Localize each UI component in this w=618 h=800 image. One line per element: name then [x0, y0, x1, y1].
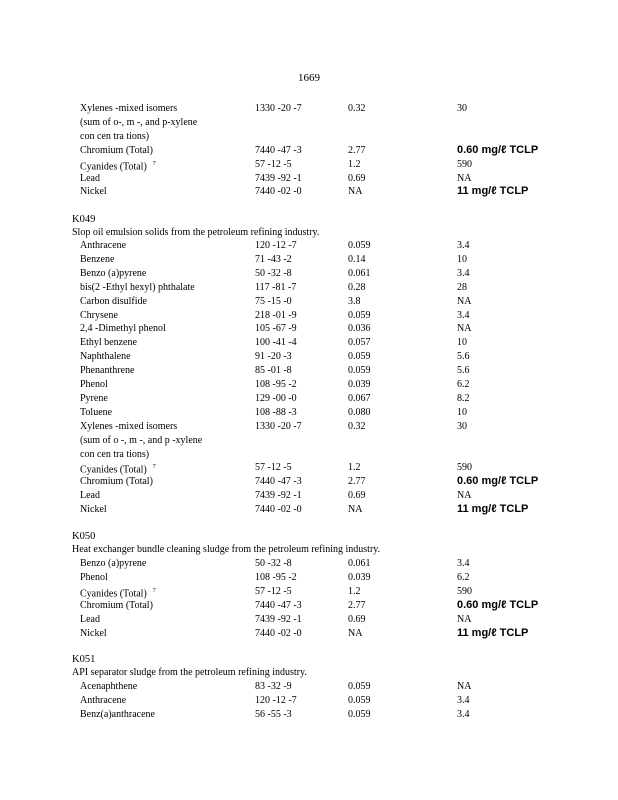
- footnote-marker: 7: [152, 587, 156, 594]
- nonwastewater-standard: 3.4: [457, 267, 470, 279]
- cas-number: 117 -81 -7: [255, 281, 297, 293]
- wastewater-standard: 0.32: [348, 420, 366, 432]
- nonwastewater-standard: NA: [457, 490, 472, 502]
- nonwastewater-standard: 590: [457, 158, 472, 170]
- cas-number: 50 -32 -8: [255, 558, 292, 569]
- cas-number: 57 -12 -5: [255, 462, 292, 474]
- constituent-name: Carbon disulfide: [80, 295, 147, 307]
- cas-number: 7440 -02 -0: [255, 504, 302, 516]
- constituent-name: con cen tra tions): [80, 130, 150, 142]
- nonwastewater-standard: 8.2: [457, 392, 470, 404]
- table-row: [0, 392, 618, 405]
- constituent-name: Chromium (Total): [80, 599, 153, 611]
- table-row: [0, 708, 618, 721]
- wastewater-standard: 0.059: [348, 694, 371, 706]
- wastewater-standard: 0.69: [348, 613, 366, 625]
- wastewater-standard: 0.080: [348, 406, 371, 418]
- constituent-name: Xylenes -mixed isomers: [80, 103, 178, 114]
- cas-number: 83 -32 -9: [255, 681, 292, 692]
- cas-number: 7439 -92 -1: [255, 613, 302, 625]
- nonwastewater-standard: 3.4: [457, 694, 470, 706]
- cas-number: 218 -01 -9: [255, 309, 297, 321]
- constituent-name: Chromium (Total): [80, 144, 153, 156]
- constituent-name: Benz(a)anthracene: [80, 708, 155, 720]
- cas-number: 1330 -20 -7: [255, 103, 302, 114]
- nonwastewater-standard: 3.4: [457, 558, 470, 569]
- constituent-name: Lead: [80, 172, 100, 184]
- nonwastewater-standard: 3.4: [457, 240, 470, 251]
- cas-number: 7439 -92 -1: [255, 490, 302, 502]
- table-row: [0, 267, 618, 280]
- constituent-name: Lead: [80, 490, 100, 502]
- nonwastewater-standard: 10: [457, 253, 467, 265]
- constituent-name: (sum of o -, m -, and p -xylene: [80, 434, 203, 446]
- constituent-name: Naphthalene: [80, 351, 131, 363]
- cas-number: 105 -67 -9: [255, 323, 297, 335]
- cas-number: 7440 -47 -3: [255, 476, 302, 488]
- nonwastewater-standard: NA: [457, 681, 472, 692]
- cas-number: 100 -41 -4: [255, 337, 297, 349]
- cas-number: 7440 -47 -3: [255, 599, 302, 611]
- nonwastewater-standard: 0.60 mg/ℓ TCLP: [457, 598, 539, 611]
- constituent-name: Cyanides (Total) $^7$: [80, 587, 156, 600]
- constituent-name: Chromium (Total): [80, 476, 153, 488]
- constituent-name: (sum of o-, m -, and p-xylene: [80, 116, 198, 128]
- wastewater-standard: 1.2: [348, 158, 361, 170]
- wastewater-standard: 0.039: [348, 379, 371, 390]
- table-row: [0, 158, 618, 171]
- cas-number: 85 -01 -8: [255, 365, 292, 377]
- table-row: [0, 185, 618, 198]
- table-row: [0, 420, 618, 433]
- constituent-name: Ethyl benzene: [80, 337, 137, 349]
- wastewater-standard: 0.061: [348, 558, 371, 569]
- table-row: [0, 448, 618, 461]
- table-row: [0, 253, 618, 266]
- wastewater-standard: 0.057: [348, 337, 371, 349]
- nonwastewater-standard: 10: [457, 337, 467, 349]
- wastewater-standard: NA: [348, 186, 363, 198]
- table-row: [0, 144, 618, 157]
- constituent-name: Chrysene: [80, 309, 118, 321]
- nonwastewater-standard: 590: [457, 585, 472, 597]
- nonwastewater-standard: 28: [457, 281, 467, 293]
- waste-description-k050: Heat exchanger bundle cleaning sludge from the petroleum refining industry.: [72, 544, 381, 555]
- cas-number: 129 -00 -0: [255, 392, 297, 404]
- constituent-name: 2,4 -Dimethyl phenol: [80, 323, 166, 335]
- wastewater-standard: 0.059: [348, 708, 371, 720]
- constituent-name: Anthracene: [80, 694, 127, 706]
- table-row: [0, 406, 618, 419]
- constituent-name: Nickel: [80, 186, 107, 198]
- constituent-name: Benzo (a)pyrene: [80, 267, 147, 279]
- nonwastewater-standard: NA: [457, 613, 472, 625]
- nonwastewater-standard: 10: [457, 406, 467, 418]
- cas-number: 7440 -02 -0: [255, 627, 302, 639]
- constituent-name: bis(2 -Ethyl hexyl) phthalate: [80, 281, 195, 293]
- wastewater-standard: 0.061: [348, 267, 371, 279]
- footnote-marker: 7: [152, 464, 156, 471]
- wastewater-standard: NA: [348, 627, 363, 639]
- wastewater-standard: 0.059: [348, 365, 371, 377]
- table-row: [0, 680, 618, 693]
- nonwastewater-standard: 3.4: [457, 309, 470, 321]
- nonwastewater-standard: 3.4: [457, 708, 470, 720]
- cas-number: 120 -12 -7: [255, 240, 297, 251]
- table-row: [0, 239, 618, 252]
- table-row: [0, 295, 618, 308]
- constituent-name: Toluene: [80, 406, 113, 418]
- cas-number: 108 -95 -2: [255, 379, 297, 390]
- table-row: [0, 172, 618, 185]
- table-row: [0, 102, 618, 115]
- nonwastewater-standard: NA: [457, 323, 472, 335]
- wastewater-standard: 0.14: [348, 253, 366, 265]
- constituent-name: Benzo (a)pyrene: [80, 558, 147, 569]
- cas-number: 71 -43 -2: [255, 253, 292, 265]
- cas-number: 75 -15 -0: [255, 295, 292, 307]
- wastewater-standard: 0.69: [348, 490, 366, 502]
- cas-number: 120 -12 -7: [255, 694, 297, 706]
- table-row: [0, 613, 618, 626]
- nonwastewater-standard: 30: [457, 420, 467, 432]
- table-row: [0, 281, 618, 294]
- nonwastewater-standard: NA: [457, 172, 472, 184]
- constituent-name: Acenaphthene: [80, 681, 138, 692]
- table-row: [0, 350, 618, 363]
- nonwastewater-standard: 30: [457, 103, 467, 114]
- table-row: [0, 599, 618, 612]
- table-row: [0, 475, 618, 488]
- wastewater-standard: 0.28: [348, 281, 366, 293]
- nonwastewater-standard: 11 mg/ℓ TCLP: [457, 503, 529, 516]
- footnote-marker: 7: [152, 160, 156, 167]
- table-row: [0, 130, 618, 143]
- wastewater-standard: 0.059: [348, 681, 371, 692]
- table-row: [0, 336, 618, 349]
- wastewater-standard: 3.8: [348, 295, 361, 307]
- constituent-name: Anthracene: [80, 240, 127, 251]
- cas-number: 7440 -47 -3: [255, 144, 302, 156]
- cas-number: 7440 -02 -0: [255, 186, 302, 198]
- nonwastewater-standard: 590: [457, 462, 472, 474]
- wastewater-standard: NA: [348, 504, 363, 516]
- constituent-name: Nickel: [80, 627, 107, 639]
- waste-code-k051: K051: [72, 654, 96, 665]
- table-row: [0, 378, 618, 391]
- nonwastewater-standard: 5.6: [457, 351, 470, 363]
- table-row: [0, 694, 618, 707]
- wastewater-standard: 0.059: [348, 309, 371, 321]
- wastewater-standard: 0.059: [348, 351, 371, 363]
- table-row: [0, 489, 618, 502]
- table-row: [0, 557, 618, 570]
- wastewater-standard: 2.77: [348, 144, 366, 156]
- nonwastewater-standard: 0.60 mg/ℓ TCLP: [457, 143, 539, 156]
- cas-number: 91 -20 -3: [255, 351, 292, 363]
- wastewater-standard: 1.2: [348, 462, 361, 474]
- cas-number: 7439 -92 -1: [255, 172, 302, 184]
- nonwastewater-standard: 6.2: [457, 379, 470, 390]
- nonwastewater-standard: NA: [457, 295, 472, 307]
- table-row: [0, 116, 618, 129]
- wastewater-standard: 1.2: [348, 585, 361, 597]
- table-row: [0, 571, 618, 584]
- constituent-name: Xylenes -mixed isomers: [80, 420, 178, 432]
- wastewater-standard: 0.059: [348, 240, 371, 251]
- nonwastewater-standard: 6.2: [457, 571, 470, 583]
- wastewater-standard: 0.036: [348, 323, 371, 335]
- cas-number: 50 -32 -8: [255, 267, 292, 279]
- table-row: [0, 364, 618, 377]
- nonwastewater-standard: 11 mg/ℓ TCLP: [457, 626, 529, 639]
- constituent-name: Benzene: [80, 253, 115, 265]
- wastewater-standard: 2.77: [348, 476, 366, 488]
- wastewater-standard: 2.77: [348, 599, 366, 611]
- cas-number: 57 -12 -5: [255, 585, 292, 597]
- constituent-name: con cen tra tions): [80, 448, 150, 460]
- constituent-name: Cyanides (Total) $^7$: [80, 464, 156, 476]
- waste-description-k051: API separator sludge from the petroleum refining industry.: [72, 667, 307, 678]
- waste-code-k049: K049: [72, 214, 96, 225]
- constituent-name: Phenol: [80, 571, 108, 583]
- constituent-name: Lead: [80, 613, 100, 625]
- constituent-name: Nickel: [80, 504, 107, 516]
- table-row: [0, 322, 618, 335]
- waste-code-k050: K050: [72, 531, 96, 542]
- cas-number: 108 -88 -3: [255, 406, 297, 418]
- nonwastewater-standard: 5.6: [457, 365, 470, 377]
- page-number: 1669: [298, 72, 320, 84]
- wastewater-standard: 0.039: [348, 571, 371, 583]
- table-row: [0, 461, 618, 474]
- cas-number: 57 -12 -5: [255, 158, 292, 170]
- cas-number: 1330 -20 -7: [255, 420, 302, 432]
- wastewater-standard: 0.32: [348, 103, 366, 114]
- nonwastewater-standard: 0.60 mg/ℓ TCLP: [457, 475, 539, 488]
- table-row: [0, 585, 618, 598]
- cas-number: 56 -55 -3: [255, 708, 292, 720]
- table-row: [0, 627, 618, 640]
- table-row: [0, 309, 618, 322]
- constituent-name: Pyrene: [80, 392, 108, 404]
- wastewater-standard: 0.067: [348, 392, 371, 404]
- table-row: [0, 434, 618, 447]
- nonwastewater-standard: 11 mg/ℓ TCLP: [457, 185, 529, 198]
- constituent-name: Phenanthrene: [80, 365, 135, 377]
- constituent-name: Cyanides (Total) $^7$: [80, 160, 156, 172]
- wastewater-standard: 0.69: [348, 172, 366, 184]
- table-row: [0, 503, 618, 516]
- cas-number: 108 -95 -2: [255, 571, 297, 583]
- constituent-name: Phenol: [80, 379, 108, 390]
- waste-description-k049: Slop oil emulsion solids from the petroleum refining industry.: [72, 227, 320, 238]
